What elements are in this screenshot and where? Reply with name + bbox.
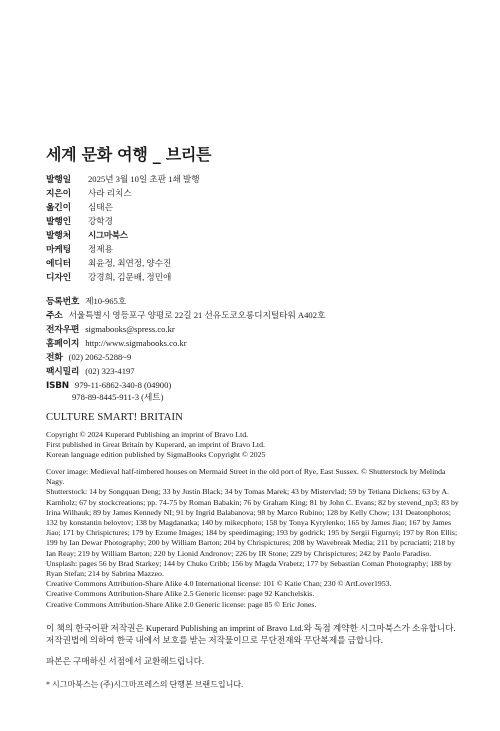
photo-credit: Unsplash: pages 56 by Brad Starkey; 144 by Chuko Cribb; 156 by Magda Vrabetz; 177 by Sebastian Coman Photography; 188 by Ryan Stefan; 214 by Sabrina Mazzeo. bbox=[46, 558, 452, 579]
copyright-line: First published in Great Britain by Kuperard, an imprint of Bravo Ltd. bbox=[46, 440, 265, 450]
korean-notice bbox=[46, 622, 466, 646]
exchange-notice: 파본은 구매하신 서점에서 교환해드립니다. bbox=[46, 656, 205, 666]
publisher-row bbox=[46, 381, 171, 391]
credit-value: 최윤정, 최연정, 양수진 bbox=[88, 258, 172, 268]
isbn-set-value: 978-89-8445-911-3 (세트) bbox=[72, 392, 164, 402]
credit-row bbox=[46, 175, 200, 185]
credit-value: 강경희, 김문배, 정민애 bbox=[88, 272, 172, 282]
credit-value: 사라 리치스 bbox=[88, 188, 132, 198]
credit-value: 정제용 bbox=[88, 244, 113, 254]
credit-value: 강학경 bbox=[88, 216, 113, 226]
credit-row bbox=[46, 217, 113, 227]
copyright-line: Copyright © 2024 Kuperard Publishing an imprint of Bravo Ltd. bbox=[46, 430, 249, 439]
credit-label: 디자인 bbox=[46, 273, 71, 283]
credit-label: 옮긴이 bbox=[46, 203, 71, 213]
credit-label: 발행인 bbox=[46, 217, 71, 227]
sigmabooks-logo: 시그마북스 bbox=[88, 231, 128, 241]
publisher-label: 홈페이지 bbox=[46, 339, 80, 349]
publisher-row bbox=[46, 325, 175, 335]
publisher-label: 전자우편 bbox=[46, 325, 80, 335]
publisher-value: 서울특별시 영등포구 양평로 22길 21 선유도코오롱디지털타워 A402호 bbox=[68, 310, 326, 320]
photo-credit: Creative Commons Attribution-Share Alike 4.0 International license: 101 © Katie Chan; 230 © ArtLover1953. bbox=[46, 579, 392, 589]
credit-label: 에디터 bbox=[46, 259, 71, 269]
copyright-block bbox=[46, 430, 461, 461]
publisher-label: ISBN bbox=[46, 381, 69, 391]
credit-value: 2025년 3월 10일 초판 1쇄 발행 bbox=[88, 174, 200, 184]
photo-credit: Cover image: Medieval half-timbered houses on Mermaid Street in the old port of Rye, East Sussex. © Shutterstock by Melinda Nagy. bbox=[46, 467, 446, 487]
publisher-value: 제10-965호 bbox=[85, 296, 127, 306]
credit-label: 발행처 bbox=[46, 231, 71, 241]
publisher-row bbox=[46, 311, 325, 321]
publisher-label: 팩시밀리 bbox=[46, 367, 80, 377]
publisher-row bbox=[46, 339, 187, 349]
photo-credit: Shutterstock: 14 by Songquan Deng; 33 by Justin Black; 34 by Tomas Marek; 43 by Mistervlad; 59 by Tetiana Dickens; 63 by A. Karnholz; 67 by stockcreations; pp. 74-75 by Roman Babakin; 76 by Graham King; 81 by John C. Evans; 82 by stevend_np3; 83 by Irina Wilhauk; 89 by James Kennedy NI; 91 by Ingrid Balabanova; 98 by Marco Rubino; 128 by Kelly Chow; 131 Deatonphotos; 132 by konstantin belovtov; 138 by Magdanatka; 140 by mikecphoto; 158 by Tonya Kyrylenko; 165 by James Jiao; 167 by James Jiao; 171 by Chrispictures; 179 by Ezume Images; 184 by speedimaging; 193 by godrick; 195 by Sergii Figurnyi; 197 by Ron Ellis; 199 by Ian Dewar Photography; 200 by William Barton; 204 by Chrispictures; 208 by Wavebreak Media; 211 by pcruciatti; 218 by Ian Reay; 219 by William Barton; 220 by Lionid Andronov; 226 by IR Stone; 229 by Chrispictures; 242 by Paolo Paradiso. bbox=[46, 487, 459, 558]
publisher-row bbox=[46, 297, 126, 307]
credit-row bbox=[46, 203, 113, 213]
publisher-label: 전화 bbox=[46, 353, 63, 363]
credit-label: 지은이 bbox=[46, 189, 71, 199]
credit-label: 마케팅 bbox=[46, 245, 71, 255]
english-title: CULTURE SMART! BRITAIN bbox=[46, 412, 183, 423]
homepage-link: http://www.sigmabooks.co.kr bbox=[85, 338, 187, 348]
isbn-value: 979-11-6862-340-8 (04900) bbox=[74, 380, 172, 390]
credit-row bbox=[46, 231, 128, 241]
notice-line: 저작권법에 의하여 한국 내에서 보호를 받는 저작물이므로 무단전재와 무단복제를 금합니다. bbox=[46, 635, 383, 645]
copyright-line: Korean language edition published by SigmaBooks Copyright © 2025 bbox=[46, 450, 266, 460]
brand-note: * 시그마북스는 (주)시그마프레스의 단행본 브랜드입니다. bbox=[46, 680, 244, 689]
publisher-value: (02) 323-4197 bbox=[85, 366, 135, 376]
publisher-row bbox=[72, 393, 163, 402]
credit-row bbox=[46, 189, 132, 199]
publisher-label: 주소 bbox=[46, 311, 63, 321]
notice-line: 이 책의 한국어판 저작권은 Kuperard Publishing an imprint of Bravo Ltd.와 독점 계약한 시그마북스가 소유합니다. bbox=[46, 623, 456, 633]
credit-row bbox=[46, 259, 171, 269]
credit-value: 심태은 bbox=[88, 202, 113, 212]
publisher-value: (02) 2062-5288~9 bbox=[68, 352, 132, 362]
credit-row bbox=[46, 273, 171, 283]
publisher-row bbox=[46, 367, 135, 377]
photo-credit: Creative Commons Attribution-Share Alike 2.5 Generic license: page 92 Kanchelskis. bbox=[46, 589, 315, 599]
publisher-label: 등록번호 bbox=[46, 297, 80, 307]
photo-credits bbox=[46, 467, 461, 610]
publisher-row bbox=[46, 353, 131, 363]
credit-row bbox=[46, 245, 113, 255]
email-link: sigmabooks@spress.co.kr bbox=[85, 324, 175, 334]
book-title: 세계 문화 여행 _ 브리튼 bbox=[46, 145, 212, 164]
credit-label: 발행일 bbox=[46, 175, 71, 185]
photo-credit: Creative Commons Attribution-Share Alike 2.0 Generic license: page 85 © Eric Jones. bbox=[46, 599, 317, 609]
